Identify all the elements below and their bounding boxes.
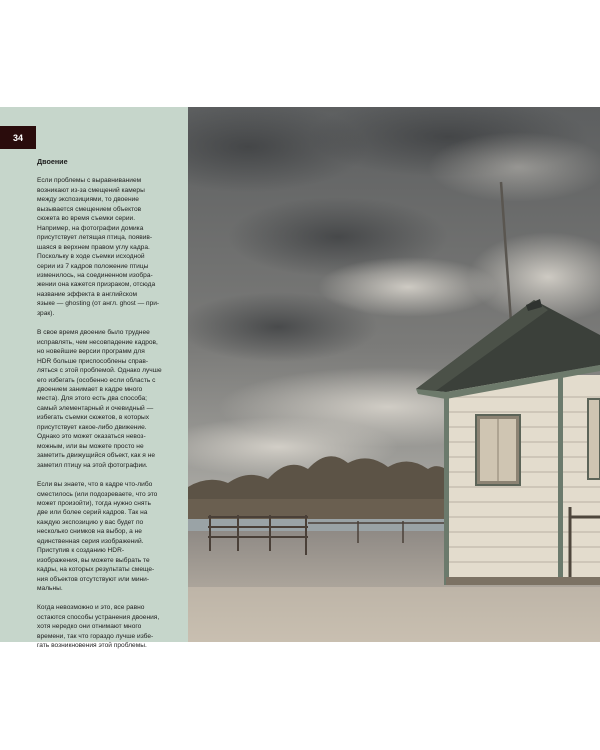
article-heading: Двоение [37, 157, 68, 166]
paragraph-2: В свое время двоение было труднее исправлять, чем несовпадение кадров, но новейшие версии программ для HDR больше приспособлены справ- ляться с этой проблемой. Однако лучше его избегать (особенно если область с двоением занимает в кадре много места). Для этого есть два способа; самый элементарный и очевидный — избегать съемки сюжетов, в которых присутствует какое-либо движение. Однако это может оказаться невоз- можным, или вы можете просто не заметить движущийся объект, как я не заметил птицу на этой фотографии. [37, 329, 162, 469]
paragraph-1: Если проблемы с выравниванием возникают из-за смещений камеры между экспозициями, то двоение вызывается смещением объектов сюжета во время съемки серии. Например, на фотографии домика присутствует летящая птица, появив- шаяся в верхнем правом углу кадра. Поскольку в ходе съемки исходной серии из 7 кадров положение птицы изменилось, на соединенном изобра- жении она кажется призраком, отсюда название эффекта в английском языке — ghosting (от англ. ghost — при- зрак). [37, 177, 160, 317]
paragraph-4: Когда невозможно и это, все равно остаются способы устранения двоения, хотя нередко они отнимают много времени, так что гораздо лучше избе- гать возникновения этой проблемы. [37, 604, 160, 650]
page-number: 34 [0, 126, 36, 149]
paragraph-3: Если вы знаете, что в кадре что-либо сместилось (или подозреваете, что это может произойти), тогда нужно снять две или более серий кадров. Так на каждую экспозицию у вас будет по несколько снимков на выбор, а не единственная серия изображений. Приступив к созданию HDR- изображения, вы можете выбрать те кадры, на которых результаты смеще- ния объектов отсутствуют или мини- мальны. [37, 481, 158, 593]
article-text [37, 157, 179, 661]
photo-beach-hut [188, 107, 600, 642]
